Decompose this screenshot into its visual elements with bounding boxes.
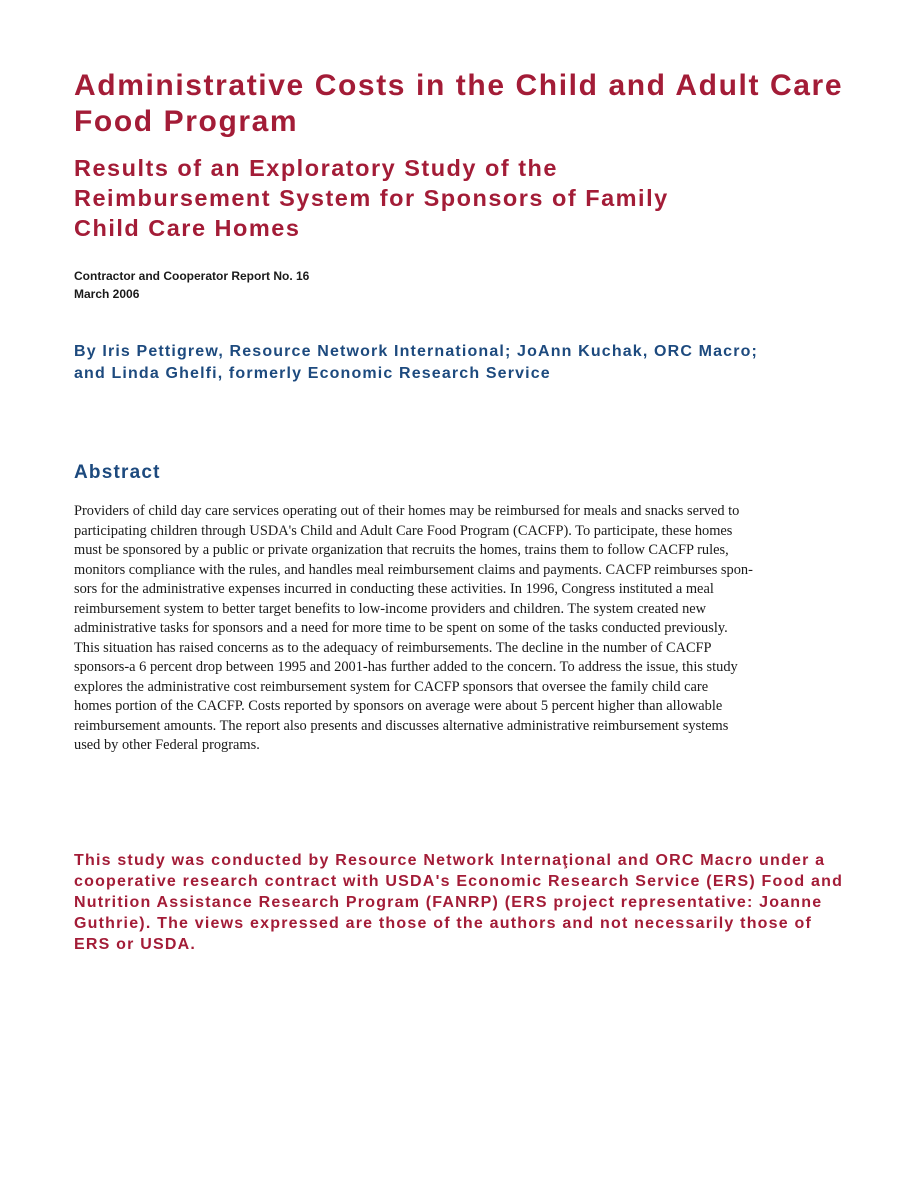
abstract-line: explores the administrative cost reimbursement system for CACFP sponsors that oversee the family child care bbox=[74, 678, 709, 695]
abstract-line: reimbursement amounts. The report also presents and discusses alternative administrative reimbursement systems bbox=[74, 717, 729, 734]
abstract-line: must be sponsored by a public or private organization that recruits the homes, trains them to follow CACFP rules, bbox=[74, 542, 729, 558]
report-subtitle: Results of an Exploratory Study of the Reimbursement System for Sponsors of Family Child Care Homes bbox=[74, 155, 669, 241]
report-number: Contractor and Cooperator Report No. 16 bbox=[74, 269, 310, 283]
abstract-heading: Abstract bbox=[74, 462, 161, 483]
abstract-line: administrative tasks for sponsors and a need for more time to be spent on some of the tasks conducted previously. bbox=[74, 620, 728, 636]
abstract-line: monitors compliance with the rules, and handles meal reimbursement claims and payments. CACFP reimburses spon- bbox=[74, 561, 753, 578]
author-list: By Iris Pettigrew, Resource Network International; JoAnn Kuchak, ORC Macro; and Linda Ghelfi, formerly Economic Research Service bbox=[74, 343, 758, 382]
abstract-body bbox=[74, 502, 852, 756]
abstract-line: reimbursement system to better target benefits to low-income providers and children. The system created new bbox=[74, 600, 707, 617]
abstract-line: sors for the administrative expenses incurred in conducting these activities. In 1996, Congress instituted a meal bbox=[74, 581, 714, 597]
abstract-line: This situation has raised concerns as to the adequacy of reimbursements. The decline in the number of CACFP bbox=[74, 639, 712, 656]
abstract-line: participating children through USDA's Child and Adult Care Food Program (CACFP). To participate, these homes bbox=[74, 522, 733, 539]
report-date: March 2006 bbox=[74, 287, 140, 301]
abstract-line: used by other Federal programs. bbox=[74, 737, 260, 753]
report-page bbox=[74, 68, 854, 955]
abstract-line: homes portion of the CACFP. Costs reported by sponsors on average were about 5 percent higher than allowable bbox=[74, 698, 723, 714]
abstract-line: Providers of child day care services operating out of their homes may be reimbursed for meals and snacks served to bbox=[74, 503, 740, 519]
abstract-line: sponsors-a 6 percent drop between 1995 and 2001-has further added to the concern. To address the issue, this study bbox=[74, 659, 738, 675]
study-disclaimer: This study was conducted by Resource Network Internaţional and ORC Macro under a cooperative research contract with USDA's Economic Research Service (ERS) Food and Nutrition Assistance Research Program (FANRP) (ERS project representative: Joanne Guthrie). The views expressed are those of the authors and not necessarily those of ERS or USDA. bbox=[74, 851, 844, 953]
report-title: Administrative Costs in the Child and Adult Care Food Program bbox=[74, 69, 844, 138]
report-meta bbox=[74, 267, 854, 303]
